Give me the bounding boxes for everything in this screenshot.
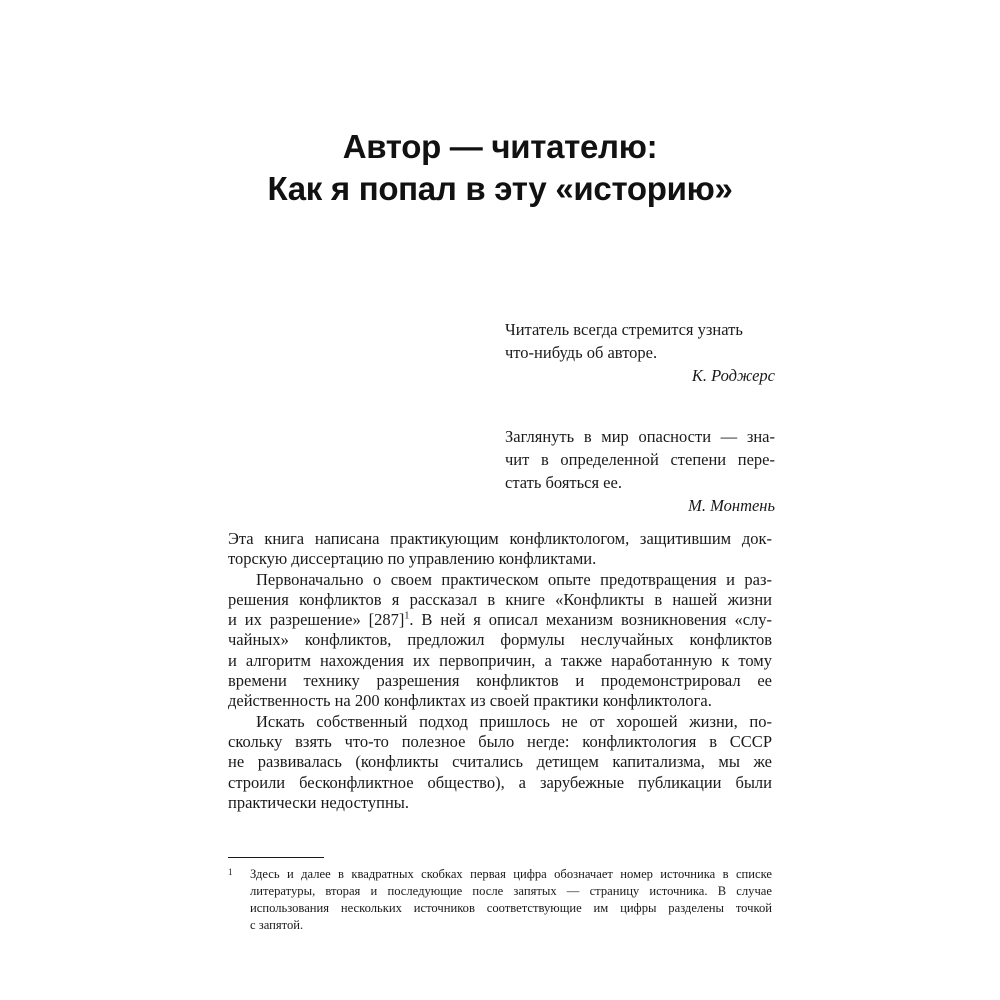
paragraph-line: и алгоритм нахождения их первопричин, а также наработанную к тому bbox=[228, 650, 772, 670]
chapter-title-line-2: Как я попал в эту «историю» bbox=[267, 170, 733, 207]
paragraph-line: не развивалась (конфликты считались детищем капитализма, мы же bbox=[228, 752, 772, 772]
epigraph-author: М. Монтень bbox=[688, 496, 775, 515]
footnote-divider bbox=[228, 857, 324, 858]
footnote-mark: 1 bbox=[228, 867, 233, 877]
epigraph-author: К. Роджерс bbox=[691, 366, 775, 385]
text-fragment: . В ней я описал механизм возникновения «слу- bbox=[409, 610, 772, 630]
epigraph-line: Заглянуть в мир опасности — зна- bbox=[505, 427, 775, 446]
paragraph-line: Первоначально о своем практическом опыте предотвращения и раз- bbox=[256, 569, 772, 589]
footnote bbox=[228, 866, 772, 934]
footnote-line: литературы, вторая и последующие после запятых — страницу источника. В случае bbox=[250, 884, 772, 898]
paragraph-line: Искать собственный подход пришлось не от хорошей жизни, по- bbox=[256, 711, 772, 731]
paragraph-line: Эта книга написана практикующим конфликтологом, защитившим док- bbox=[228, 529, 772, 548]
chapter-title bbox=[150, 126, 850, 210]
epigraph-line: чит в определенной степени пере- bbox=[505, 450, 775, 469]
footnote-line: Здесь и далее в квадратных скобках первая цифра обозначает номер источника в списке bbox=[250, 867, 772, 881]
paragraph-line: действенность на 200 конфликтах из своей практики конфликтолога. bbox=[228, 691, 712, 711]
epigraph-line: что-нибудь об авторе. bbox=[505, 343, 658, 362]
footnote-line: с запятой. bbox=[250, 918, 304, 932]
chapter-title-line-1: Автор — читателю: bbox=[342, 128, 658, 165]
text-fragment: и их разрешение» [287] bbox=[228, 610, 405, 630]
paragraph-line: времени технику разрешения конфликтов и продемонстрировал ее bbox=[228, 671, 772, 691]
epigraph-rogers bbox=[505, 318, 775, 387]
paragraph-line: решения конфликтов я рассказал в книге «Конфликты в нашей жизни bbox=[228, 589, 772, 609]
paragraph-line: практически недоступны. bbox=[228, 792, 410, 812]
epigraph-montaigne bbox=[505, 425, 775, 517]
paragraph-line bbox=[228, 610, 772, 630]
footnote-reference[interactable]: 1 bbox=[404, 610, 410, 622]
epigraph-line: Читатель всегда стремится узнать bbox=[505, 320, 743, 339]
epigraph-line: стать бояться ее. bbox=[505, 473, 622, 492]
paragraph-line: торскую диссертацию по управлению конфликтами. bbox=[228, 549, 597, 569]
paragraph-line: скольку взять что-то полезное было негде: конфликтология в СССР bbox=[228, 731, 772, 751]
paragraph-line: строили бесконфликтное общество), а зарубежные публикации были bbox=[228, 772, 772, 792]
footnote-line: использования нескольких источников соответствующие им цифры разделены точкой bbox=[250, 901, 772, 915]
paragraph-line: чайных» конфликтов, предложил формулы неслучайных конфликтов bbox=[228, 630, 772, 650]
body-text bbox=[228, 529, 772, 813]
